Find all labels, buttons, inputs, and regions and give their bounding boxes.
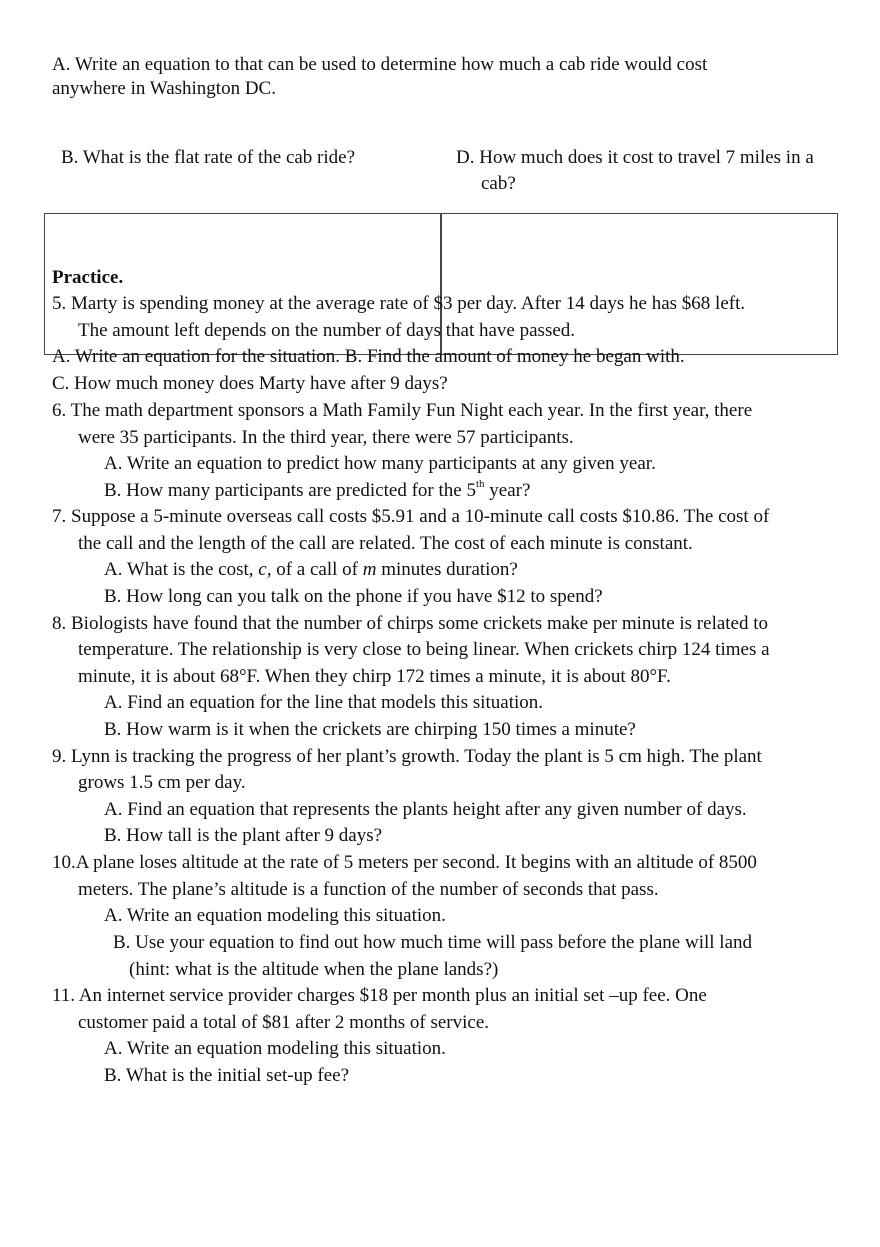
question-8-part-a: A. Find an equation for the line that models this situation. <box>104 692 544 713</box>
variable-m: m <box>362 559 377 580</box>
question-6-line2: were 35 participants. In the third year, there were 57 participants. <box>78 427 574 448</box>
question-11-part-b: B. What is the initial set-up fee? <box>104 1065 349 1086</box>
question-6-part-b <box>104 478 530 504</box>
question-10-line2: meters. The plane’s altitude is a function of the number of seconds that pass. <box>78 879 659 900</box>
question-6-part-b-text: B. How many participants are predicted for the 5 <box>104 480 476 501</box>
intro-question-a-line1: A. Write an equation to that can be used to determine how much a cab ride would cost <box>52 54 708 75</box>
question-7-line1: 7. Suppose a 5-minute overseas call costs $5.91 and a 10-minute call costs $10.86. The cost of <box>52 506 770 527</box>
question-7-part-a-end: minutes duration? <box>376 559 518 580</box>
intro-question-d-line1: D. How much does it cost to travel 7 miles in a <box>456 147 814 168</box>
variable-c: c, <box>258 559 272 580</box>
question-9-part-a: A. Find an equation that represents the plants height after any given number of days. <box>104 799 747 820</box>
question-7-line2: the call and the length of the call are related. The cost of each minute is constant. <box>78 533 693 554</box>
question-10-part-a: A. Write an equation modeling this situation. <box>104 905 446 926</box>
practice-heading: Practice. <box>52 267 124 288</box>
question-8-part-b: B. How warm is it when the crickets are chirping 150 times a minute? <box>104 719 636 740</box>
question-6-part-a: A. Write an equation to predict how many participants at any given year. <box>104 453 656 474</box>
question-9-line1: 9. Lynn is tracking the progress of her plant’s growth. Today the plant is 5 cm high. The plant <box>52 746 762 767</box>
question-6-part-b-end: year? <box>484 480 531 501</box>
question-5-line2: The amount left depends on the number of days that have passed. <box>78 320 576 341</box>
question-10-line1: 10.A plane loses altitude at the rate of 5 meters per second. It begins with an altitude of 8500 <box>52 852 757 873</box>
question-5-part-c: C. How much money does Marty have after 9 days? <box>52 373 448 394</box>
question-10-part-b-line2: (hint: what is the altitude when the plane lands?) <box>129 959 499 980</box>
question-8-line2: temperature. The relationship is very close to being linear. When crickets chirp 124 times a <box>78 639 770 660</box>
question-7-part-a <box>104 557 518 583</box>
question-11-part-a: A. Write an equation modeling this situation. <box>104 1038 446 1059</box>
intro-question-d-line2: cab? <box>481 173 516 194</box>
ordinal-suffix: th <box>475 477 485 490</box>
question-8-line3: minute, it is about 68°F. When they chirp 172 times a minute, it is about 80°F. <box>78 666 671 687</box>
question-9-part-b: B. How tall is the plant after 9 days? <box>104 825 383 846</box>
question-11-line1: 11. An internet service provider charges $18 per month plus an initial set –up fee. One <box>52 985 707 1006</box>
question-9-line2: grows 1.5 cm per day. <box>78 772 246 793</box>
question-11-line2: customer paid a total of $81 after 2 months of service. <box>78 1012 490 1033</box>
question-7-part-b: B. How long can you talk on the phone if you have $12 to spend? <box>104 586 603 607</box>
question-5-parts-ab: A. Write an equation for the situation. B. Find the amount of money he began with. <box>52 346 685 367</box>
question-8-line1: 8. Biologists have found that the number of chirps some crickets make per minute is related to <box>52 613 769 634</box>
question-10-part-b-line1: B. Use your equation to find out how much time will pass before the plane will land <box>113 932 753 953</box>
question-7-part-a-mid: of a call of <box>271 559 363 580</box>
question-6-line1: 6. The math department sponsors a Math Family Fun Night each year. In the first year, there <box>52 400 753 421</box>
question-7-part-a-text: A. What is the cost, <box>104 559 259 580</box>
question-5-line1: 5. Marty is spending money at the average rate of $3 per day. After 14 days he has $68 left. <box>52 293 746 314</box>
intro-question-a-line2: anywhere in Washington DC. <box>52 78 276 99</box>
intro-question-b: B. What is the flat rate of the cab ride? <box>61 147 356 168</box>
